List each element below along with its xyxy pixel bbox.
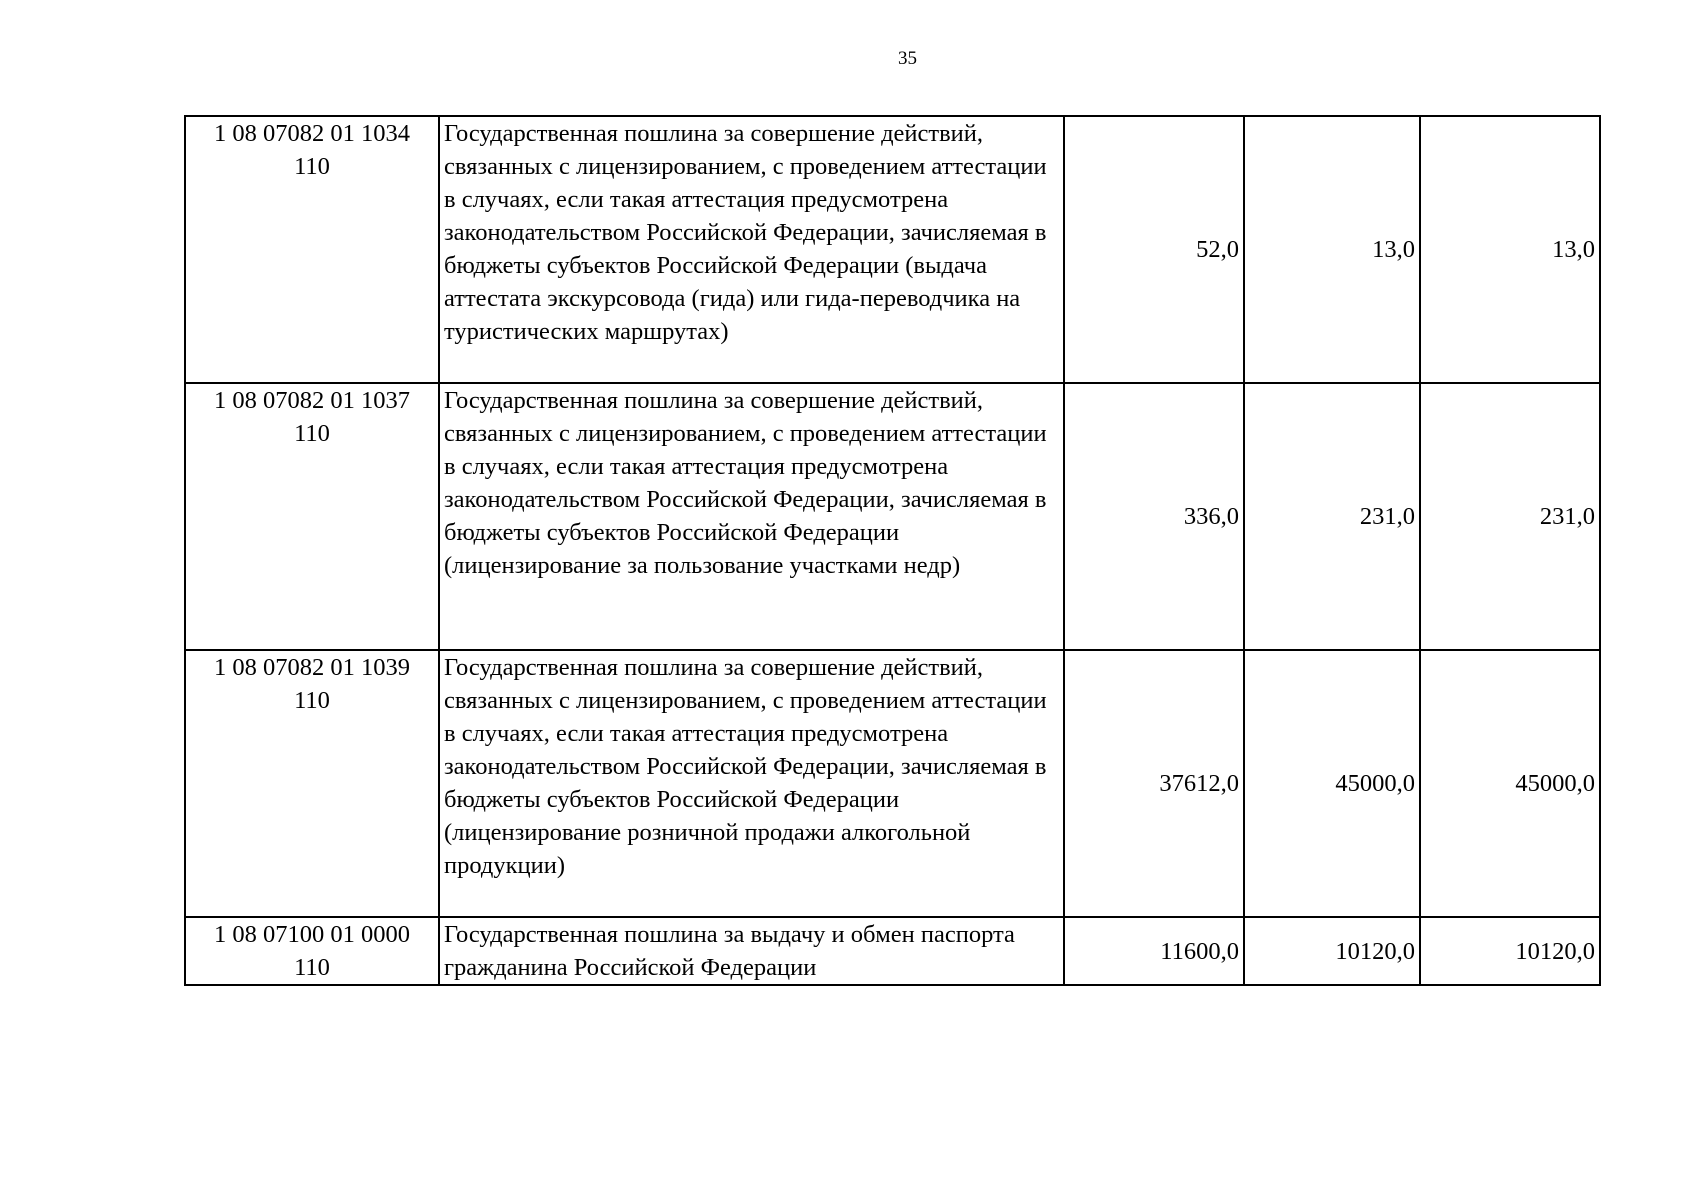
- table-row: [185, 383, 1600, 650]
- value-cell-3: 13,0: [1420, 116, 1600, 383]
- revenue-table: [184, 115, 1601, 986]
- budget-code-cell: [185, 383, 439, 650]
- value-cell-1: 52,0: [1064, 116, 1244, 383]
- budget-code-cell: [185, 917, 439, 985]
- value-cell-2: 45000,0: [1244, 650, 1420, 917]
- description-cell: Государственная пошлина за совершение действий, связанных с лицензированием, с проведением аттестации в случаях, если такая аттестация предусмотрена законодательством Российской Федерации, зачисляемая в бюджеты субъектов Российской Федерации (выдача аттестата экскурсовода (гида) или гида-переводчика на туристических маршрутах): [439, 116, 1064, 383]
- description-cell: Государственная пошлина за совершение действий, связанных с лицензированием, с проведением аттестации в случаях, если такая аттестация предусмотрена законодательством Российской Федерации, зачисляемая в бюджеты субъектов Российской Федерации (лицензирование за пользование участками недр): [439, 383, 1064, 650]
- budget-code-cell: [185, 116, 439, 383]
- budget-code-suffix: 110: [294, 153, 330, 180]
- page-number: 35: [898, 48, 917, 69]
- budget-code: 1 08 07100 01 0000: [214, 921, 410, 948]
- budget-code: 1 08 07082 01 1037: [214, 387, 410, 414]
- budget-code-cell: [185, 650, 439, 917]
- value-cell-1: 11600,0: [1064, 917, 1244, 985]
- budget-code: 1 08 07082 01 1034: [214, 120, 410, 147]
- budget-code: 1 08 07082 01 1039: [214, 654, 410, 681]
- budget-code-suffix: 110: [294, 420, 330, 447]
- value-cell-3: 45000,0: [1420, 650, 1600, 917]
- description-cell: Государственная пошлина за выдачу и обмен паспорта гражданина Российской Федерации: [439, 917, 1064, 985]
- table-row: [185, 116, 1600, 383]
- value-cell-3: 231,0: [1420, 383, 1600, 650]
- value-cell-1: 336,0: [1064, 383, 1244, 650]
- value-cell-3: 10120,0: [1420, 917, 1600, 985]
- budget-code-suffix: 110: [294, 687, 330, 714]
- description-cell: Государственная пошлина за совершение действий, связанных с лицензированием, с проведением аттестации в случаях, если такая аттестация предусмотрена законодательством Российской Федерации, зачисляемая в бюджеты субъектов Российской Федерации (лицензирование розничной продажи алкогольной продукции): [439, 650, 1064, 917]
- value-cell-2: 231,0: [1244, 383, 1420, 650]
- value-cell-2: 13,0: [1244, 116, 1420, 383]
- table-row: [185, 917, 1600, 985]
- value-cell-1: 37612,0: [1064, 650, 1244, 917]
- table-row: [185, 650, 1600, 917]
- value-cell-2: 10120,0: [1244, 917, 1420, 985]
- budget-code-suffix: 110: [294, 954, 330, 981]
